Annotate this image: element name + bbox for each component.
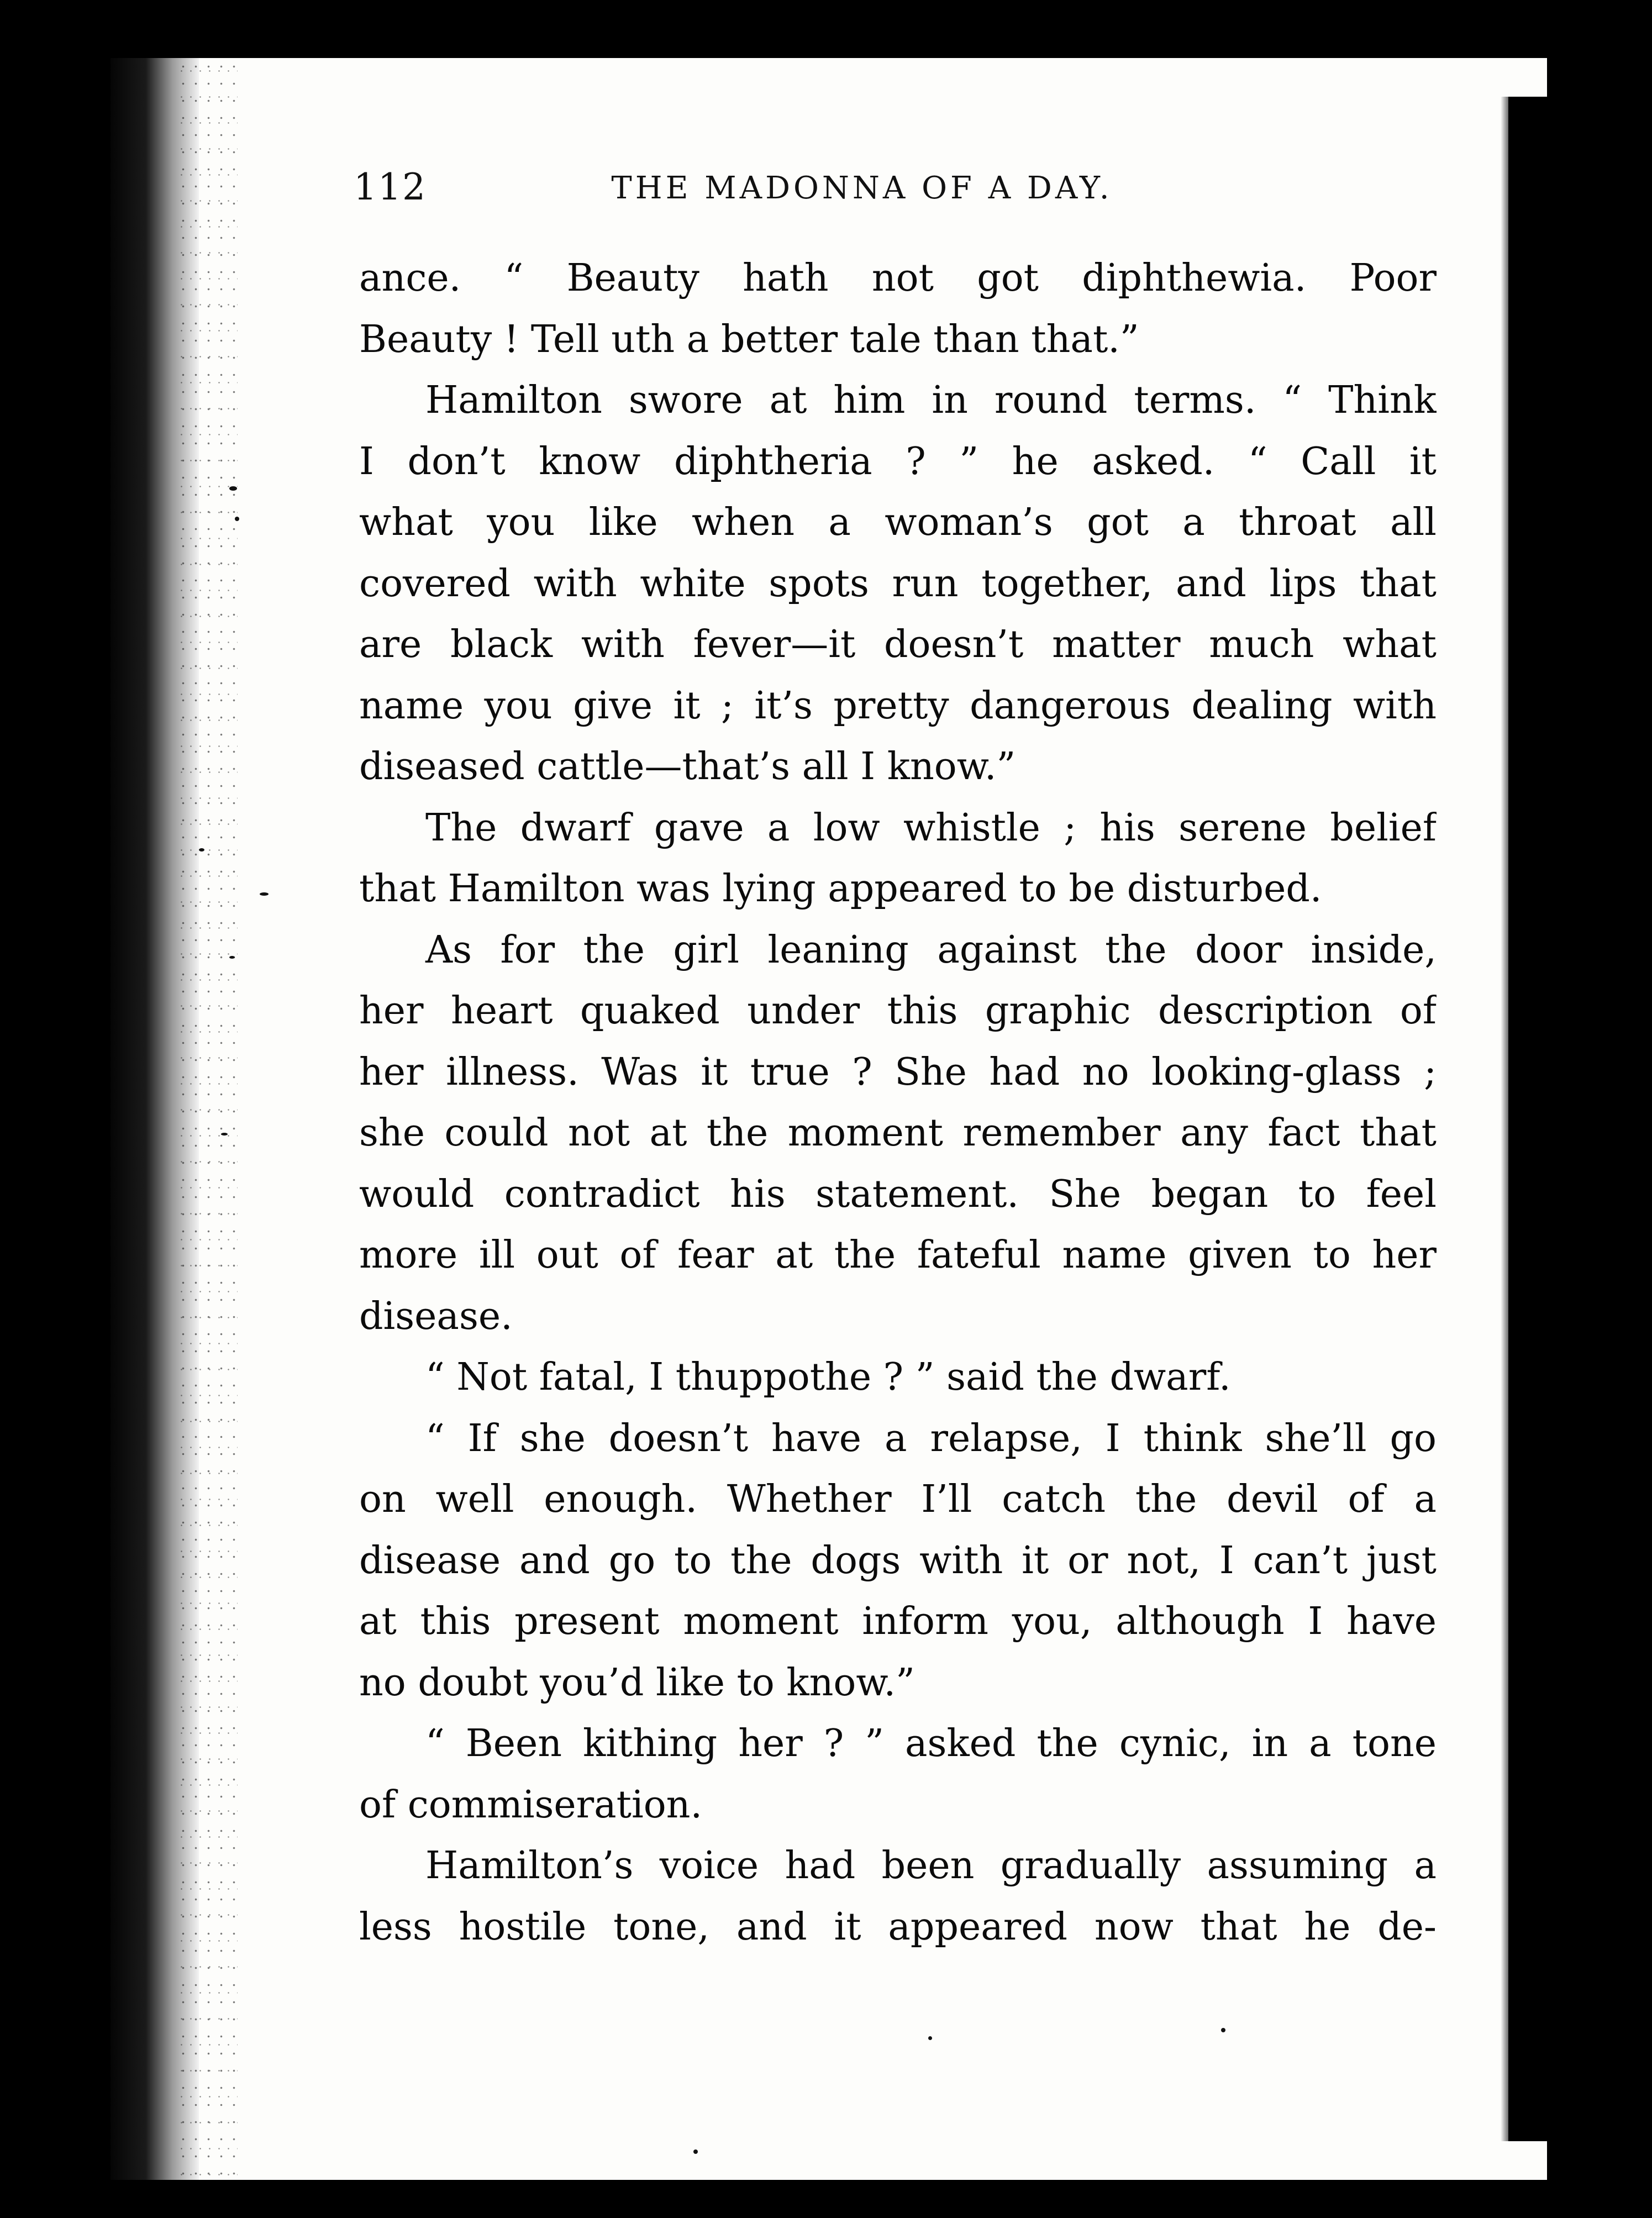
scan-speck bbox=[1221, 2028, 1225, 2032]
text-line: “ Been kithing her ? ” asked the cynic, in a tone bbox=[425, 1722, 1437, 1765]
text-line: would contradict his statement. She began to feel bbox=[359, 1172, 1437, 1216]
text-line: “ If she doesn’t have a relapse, I think she’ll go bbox=[425, 1416, 1437, 1460]
text-line: ance. “ Beauty hath not got diphthewia. Poor bbox=[359, 256, 1437, 300]
scan-speck bbox=[928, 2036, 932, 2040]
scan-speck bbox=[235, 517, 239, 521]
text-line: diseased cattle—that’s all I know.” bbox=[359, 745, 1016, 789]
text-line: her heart quaked under this graphic description of bbox=[359, 989, 1437, 1033]
page-number: 112 bbox=[354, 166, 427, 208]
text-line: at this present moment inform you, although I have bbox=[359, 1600, 1437, 1643]
right-edge-gradient bbox=[1501, 97, 1508, 2141]
scan-speck bbox=[229, 486, 237, 491]
text-line: more ill out of fear at the fateful name given to her bbox=[359, 1233, 1437, 1277]
body-text bbox=[359, 248, 1437, 1958]
text-line: no doubt you’d like to know.” bbox=[359, 1660, 915, 1705]
text-line: less hostile tone, and it appeared now that he de- bbox=[359, 1905, 1437, 1949]
scan-speck bbox=[260, 892, 269, 896]
text-line: Beauty ! Tell uth a better tale than that.” bbox=[359, 317, 1139, 361]
text-line: on well enough. Whether I’ll catch the devil of a bbox=[359, 1478, 1437, 1521]
text-line: her illness. Was it true ? She had no looking-glass ; bbox=[359, 1050, 1437, 1094]
text-line: Hamilton swore at him in round terms. “ Think bbox=[425, 379, 1437, 422]
text-line: of commiseration. bbox=[359, 1783, 703, 1827]
scan-speck bbox=[199, 848, 204, 852]
scan-speck bbox=[693, 2149, 698, 2154]
right-edge-shadow bbox=[1508, 97, 1547, 2141]
text-line: covered with white spots run together, and lips that bbox=[359, 561, 1437, 606]
text-line: “ Not fatal, I thuppothe ? ” said the dwarf. bbox=[425, 1355, 1231, 1399]
text-line: are black with fever—it doesn’t matter much what bbox=[359, 623, 1437, 666]
text-line: The dwarf gave a low whistle ; his serene belief bbox=[425, 806, 1437, 850]
text-line: name you give it ; it’s pretty dangerous dealing with bbox=[359, 684, 1437, 728]
text-line: I don’t know diphtheria ? ” he asked. “ Call it bbox=[359, 439, 1437, 483]
text-line: that Hamilton was lying appeared to be disturbed. bbox=[359, 867, 1322, 911]
scan-speck bbox=[221, 1133, 228, 1136]
scan-noise bbox=[177, 58, 238, 2180]
text-line: As for the girl leaning against the door inside, bbox=[425, 928, 1437, 972]
book-page bbox=[111, 58, 1547, 2180]
running-title: THE MADONNA OF A DAY. bbox=[611, 170, 1113, 206]
page-header bbox=[354, 166, 1304, 227]
text-line: she could not at the moment remember any fact that bbox=[359, 1111, 1437, 1155]
text-line: disease and go to the dogs with it or not, I can’t just bbox=[359, 1538, 1437, 1583]
text-line: Hamilton’s voice had been gradually assuming a bbox=[425, 1844, 1437, 1888]
text-line: disease. bbox=[359, 1294, 513, 1338]
text-line: what you like when a woman’s got a throat all bbox=[359, 501, 1437, 544]
scan-speck bbox=[229, 956, 235, 959]
